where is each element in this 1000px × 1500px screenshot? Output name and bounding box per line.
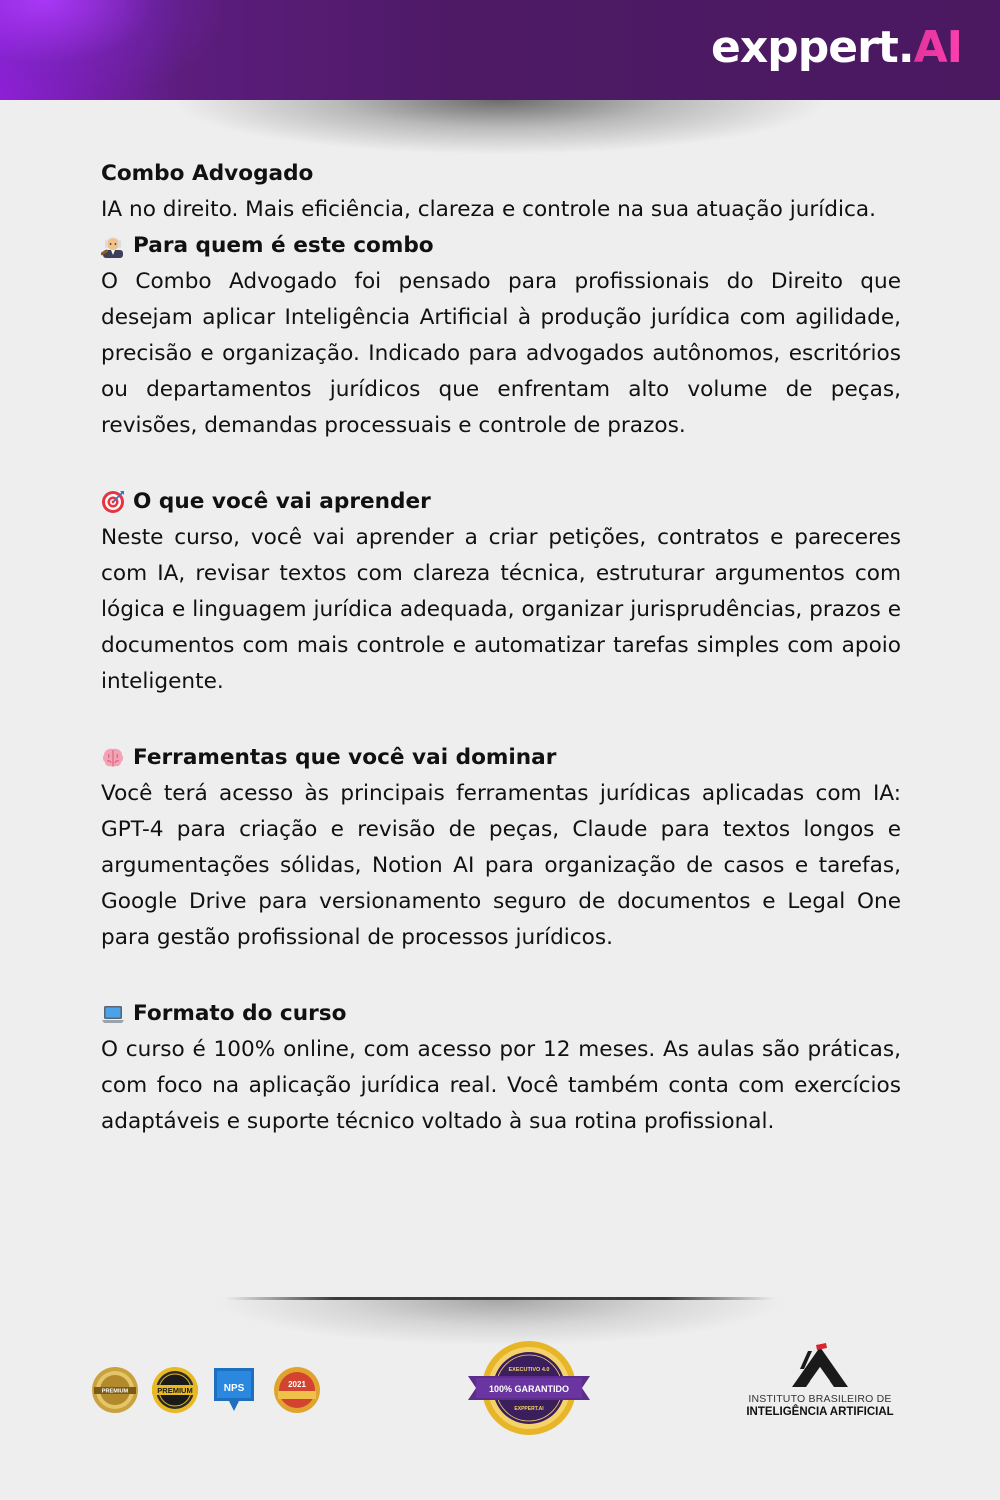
- section-heading-format: [101, 996, 901, 1032]
- section-body-audience: O Combo Advogado foi pensado para profissionais do Direito que desejam aplicar Inteligência Artificial à produção jurídica com agilidade, precisão e organização. Indicado para advogados autônomos, escritórios ou departamentos jurídicos que enfrentam alto volume de peças, revisões, demandas processuais e controle de prazos.: [101, 269, 901, 438]
- brain-emoji-icon: [101, 746, 125, 770]
- badge-text: 2021: [288, 1380, 306, 1389]
- badge-text: PREMIUM: [157, 1386, 193, 1395]
- section-heading-text: Formato do curso: [133, 1001, 347, 1026]
- section-heading-audience: [101, 228, 901, 264]
- nps-badge-icon: [211, 1365, 257, 1415]
- logo-text: exppert.: [711, 22, 914, 73]
- header-shadow: [170, 100, 830, 155]
- guarantee-bottom-text: EXPPERT.AI: [514, 1406, 544, 1412]
- section-heading-learn: [101, 484, 901, 520]
- award-2021-badge-icon: [272, 1365, 322, 1415]
- page-tagline: IA no direito. Mais eficiência, clareza e controle na sua atuação jurídica.: [101, 197, 876, 222]
- section-body-tools: Você terá acesso às principais ferramentas jurídicas aplicadas com IA: GPT-4 para criação e revisão de peças, Claude para textos longos e argumentações sólidas, Notion AI para organização de casos e tarefas, Google Drive para versionamento seguro de documentos e Legal One para gestão profissional de processos jurídicos.: [101, 781, 901, 950]
- page-title: Combo Advogado: [101, 161, 314, 186]
- guarantee-seal-icon: [466, 1338, 592, 1438]
- badge-text: PREMIUM: [101, 1388, 129, 1395]
- main-content: [101, 156, 901, 1140]
- quality-badges: [90, 1365, 330, 1415]
- institute-emblem-icon: [786, 1343, 854, 1389]
- section-heading-text: O que você vai aprender: [133, 489, 431, 514]
- premium-quality-seal-icon: [90, 1365, 140, 1415]
- badge-text: NPS: [223, 1383, 245, 1394]
- institute-line1: INSTITUTO BRASILEIRO DE: [748, 1393, 892, 1405]
- section-heading-text: Ferramentas que você vai dominar: [133, 745, 557, 770]
- guarantee-top-text: EXECUTIVO 4.0: [508, 1367, 550, 1373]
- institute-line2: INTELIGÊNCIA ARTIFICIAL: [746, 1406, 894, 1418]
- section-heading-text: Para quem é este combo: [133, 233, 434, 258]
- premium-badge-icon: [150, 1365, 200, 1415]
- exppert-ai-logo: [711, 22, 962, 73]
- laptop-emoji-icon: [101, 1002, 125, 1026]
- section-spacer: [101, 956, 901, 996]
- institute-logo: [738, 1343, 902, 1423]
- section-spacer: [101, 700, 901, 740]
- section-heading-tools: [101, 740, 901, 776]
- logo-ai-text: AI: [913, 22, 962, 73]
- section-spacer: [101, 444, 901, 484]
- header-bar: [0, 0, 1000, 100]
- target-emoji-icon: [101, 490, 125, 514]
- section-body-learn: Neste curso, você vai aprender a criar petições, contratos e pareceres com IA, revisar textos com clareza técnica, estruturar argumentos com lógica e linguagem jurídica adequada, organizar jurisprudências, prazos e documentos com mais controle e automatizar tarefas simples com apoio inteligente.: [101, 525, 901, 694]
- header-glow: [0, 0, 220, 100]
- guarantee-ribbon-text: 100% GARANTIDO: [488, 1384, 570, 1394]
- lawyer-emoji-icon: [101, 234, 125, 258]
- section-body-format: O curso é 100% online, com acesso por 12 meses. As aulas são práticas, com foco na aplicação jurídica real. Você também conta com exercícios adaptáveis e suporte técnico voltado à sua rotina profissional.: [101, 1037, 901, 1134]
